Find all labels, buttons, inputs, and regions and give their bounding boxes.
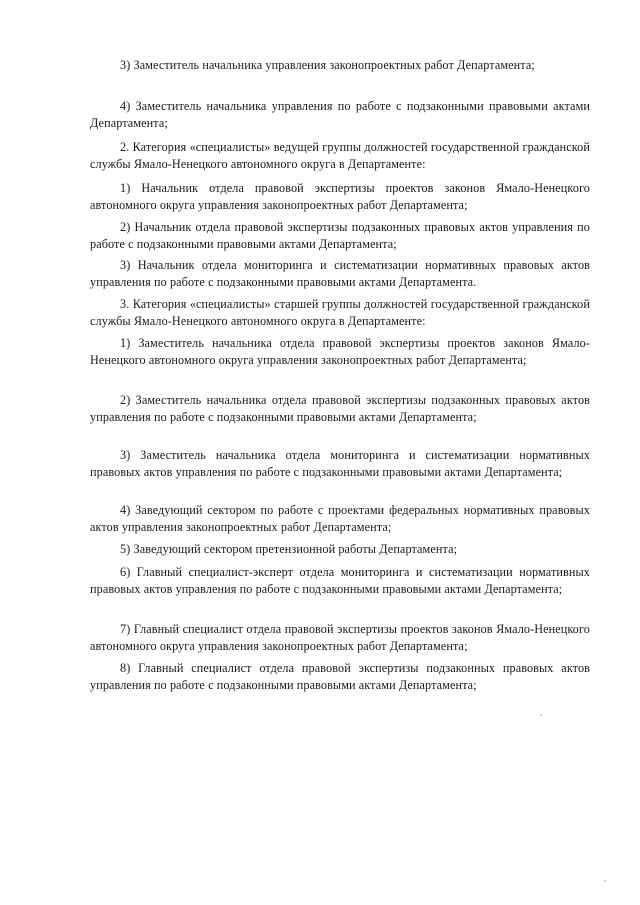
paragraph-6: 3) Начальник отдела мониторинга и систематизации нормативных правовых актов управления по работе с подзаконными правовыми актами Департамента. — [90, 258, 590, 289]
paragraph-9: 2) Заместитель начальника отдела правовой экспертизы подзаконных правовых актов управления по работе с подзаконными правовыми актами Департамента; — [90, 393, 590, 424]
paragraph-14: 7) Главный специалист отдела правовой экспертизы проектов законов Ямало-Ненецкого автономного округа управления законопроектных работ Департамента; — [90, 622, 590, 653]
paragraph-12: 5) Заведующий сектором претензионной работы Департамента; — [120, 542, 458, 556]
scan-speck — [604, 880, 606, 882]
paragraph-4: 1) Начальник отдела правовой экспертизы проектов законов Ямало-Ненецкого автономного округа управления законопроектных работ Департамента; — [90, 181, 590, 212]
paragraph-10: 3) Заместитель начальника отдела мониторинга и систематизации нормативных правовых актов управления по работе с подзаконными правовыми актами Департамента; — [90, 448, 590, 479]
paragraph-1: 3) Заместитель начальника управления законопроектных работ Департамента; — [120, 58, 535, 72]
scan-speck — [540, 714, 542, 716]
paragraph-7: 3. Категория «специалисты» старшей группы должностей государственной гражданской службы Ямало-Ненецкого автономного округа в Департаменте: — [90, 297, 590, 328]
paragraph-5: 2) Начальник отдела правовой экспертизы подзаконных правовых актов управления по работе с подзаконными правовыми актами Департамента; — [90, 220, 590, 251]
paragraph-13: 6) Главный специалист-эксперт отдела мониторинга и систематизации нормативных правовых актов управления по работе с подзаконными правовыми актами Департамента; — [90, 565, 590, 596]
paragraph-8: 1) Заместитель начальника отдела правовой экспертизы проектов законов Ямало-Ненецкого автономного округа управления законопроектных работ Департамента; — [90, 336, 590, 367]
paragraph-3: 2. Категория «специалисты» ведущей группы должностей государственной гражданской службы Ямало-Ненецкого автономного округа в Департаменте: — [90, 140, 590, 171]
paragraph-15: 8) Главный специалист отдела правовой экспертизы подзаконных правовых актов управления по работе с подзаконными правовыми актами Департамента; — [90, 661, 590, 692]
paragraph-11: 4) Заведующий сектором по работе с проектами федеральных нормативных правовых актов управления законопроектных работ Департамента; — [90, 503, 590, 534]
paragraph-2: 4) Заместитель начальника управления по работе с подзаконными правовыми актами Департамента; — [90, 99, 590, 130]
